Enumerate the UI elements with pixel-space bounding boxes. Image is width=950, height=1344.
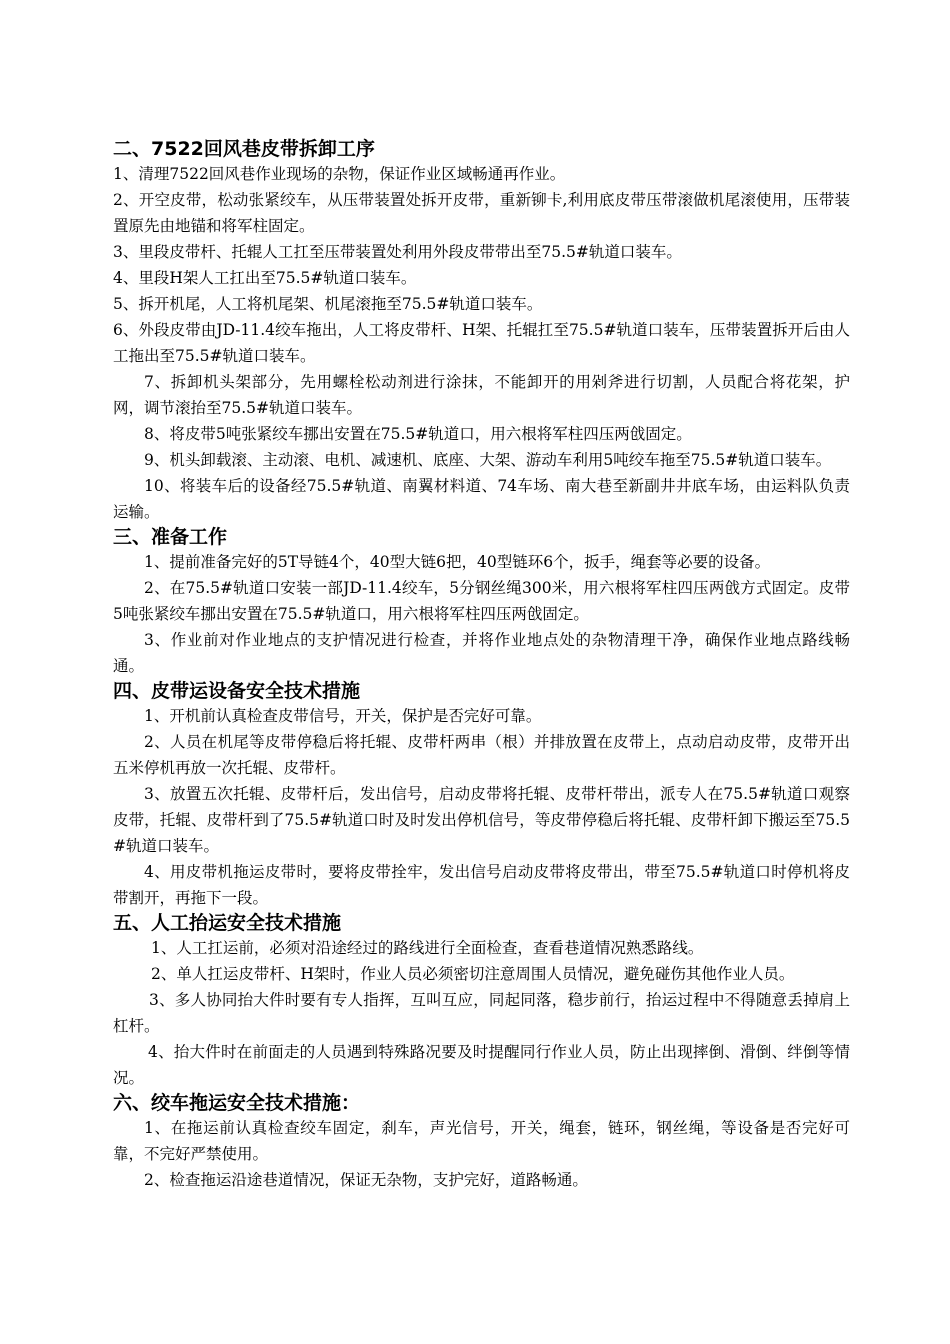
section-preparation <box>113 525 850 679</box>
paragraph: 4、用皮带机拖运皮带时，要将皮带拴牢，发出信号启动皮带将皮带出，带至75.5#轨道口时停机将皮带割开，再拖下一段。 <box>113 863 850 907</box>
paragraph: 2、人员在机尾等皮带停稳后将托辊、皮带杆两串（根）并排放置在皮带上，点动启动皮带，皮带开出五米停机再放一次托辊、皮带杆。 <box>113 733 850 777</box>
paragraph: 1、开机前认真检查皮带信号，开关，保护是否完好可靠。 <box>144 707 542 725</box>
section-manual-carrying-safety <box>113 911 850 1091</box>
paragraph: 1、清理7522回风巷作业现场的杂物，保证作业区域畅通再作业。 <box>113 165 566 183</box>
document-page <box>113 137 850 1193</box>
paragraph: 1、人工扛运前，必须对沿途经过的路线进行全面检查，查看巷道情况熟悉路线。 <box>151 939 704 957</box>
paragraph: 4、抬大件时在前面走的人员遇到特殊路况要及时提醒同行作业人员，防止出现摔倒、滑倒、绊倒等情况。 <box>113 1043 850 1087</box>
paragraph: 2、检查拖运沿途巷道情况，保证无杂物，支护完好，道路畅通。 <box>144 1171 588 1189</box>
paragraph: 7、拆卸机头架部分，先用螺栓松动剂进行涂抹，不能卸开的用剁斧进行切割，人员配合将花架，护网，调节滚抬至75.5#轨道口装车。 <box>113 373 850 417</box>
paragraph: 4、里段H架人工扛出至75.5#轨道口装车。 <box>113 269 417 287</box>
paragraph: 6、外段皮带由JD-11.4绞车拖出，人工将皮带杆、H架、托辊扛至75.5#轨道口装车，压带装置拆开后由人工拖出至75.5#轨道口装车。 <box>113 321 850 365</box>
paragraph: 3、作业前对作业地点的支护情况进行检查，并将作业地点处的杂物清理干净，确保作业地点路线畅通。 <box>113 631 850 675</box>
paragraph: 5、拆开机尾，人工将机尾架、机尾滚拖至75.5#轨道口装车。 <box>113 295 543 313</box>
paragraph: 3、多人协同抬大件时要有专人指挥，互叫互应，同起同落，稳步前行，抬运过程中不得随意丢掉肩上杠杆。 <box>113 991 850 1035</box>
section-disassembly-procedure <box>113 137 850 525</box>
paragraph: 1、提前准备完好的5T导链4个，40型大链6把，40型链环6个，扳手，绳套等必要的设备。 <box>144 553 771 571</box>
section-heading: 二、7522回风巷皮带拆卸工序 <box>113 138 375 160</box>
section-heading: 三、准备工作 <box>113 526 228 548</box>
paragraph: 2、开空皮带，松动张紧绞车，从压带装置处拆开皮带，重新铆卡,利用底皮带压带滚做机尾滚使用，压带装置原先由地锚和将军柱固定。 <box>113 191 850 235</box>
paragraph: 1、在拖运前认真检查绞车固定，刹车，声光信号，开关，绳套，链环，钢丝绳，等设备是否完好可靠，不完好严禁使用。 <box>113 1119 850 1163</box>
section-heading: 四、皮带运设备安全技术措施 <box>113 680 361 702</box>
section-heading: 六、绞车拖运安全技术措施： <box>113 1092 361 1114</box>
paragraph: 3、里段皮带杆、托辊人工扛至压带装置处利用外段皮带带出至75.5#轨道口装车。 <box>113 243 682 261</box>
paragraph: 10、将装车后的设备经75.5#轨道、南翼材料道、74车场、南大巷至新副井井底车场，由运料队负责运输。 <box>113 477 850 521</box>
section-heading: 五、人工抬运安全技术措施 <box>113 912 342 934</box>
paragraph: 2、在75.5#轨道口安装一部JD-11.4绞车，5分钢丝绳300米，用六根将军柱四压两戗方式固定。皮带5吨张紧绞车挪出安置在75.5#轨道口，用六根将军柱四压两戗固定。 <box>113 579 850 623</box>
paragraph: 8、将皮带5吨张紧绞车挪出安置在75.5#轨道口，用六根将军柱四压两戗固定。 <box>144 425 692 443</box>
section-belt-transport-safety <box>113 679 850 911</box>
paragraph: 3、放置五次托辊、皮带杆后，发出信号，启动皮带将托辊、皮带杆带出，派专人在75.5#轨道口观察皮带，托辊、皮带杆到了75.5#轨道口时及时发出停机信号，等皮带停稳后将托辊、皮带杆卸下搬运至75.5#轨道口装车。 <box>113 785 850 855</box>
section-winch-hauling-safety <box>113 1091 850 1193</box>
paragraph: 2、单人扛运皮带杆、H架时，作业人员必须密切注意周围人员情况，避免碰伤其他作业人员。 <box>151 965 795 983</box>
paragraph: 9、机头卸载滚、主动滚、电机、减速机、底座、大架、游动车利用5吨绞车拖至75.5#轨道口装车。 <box>144 451 832 469</box>
